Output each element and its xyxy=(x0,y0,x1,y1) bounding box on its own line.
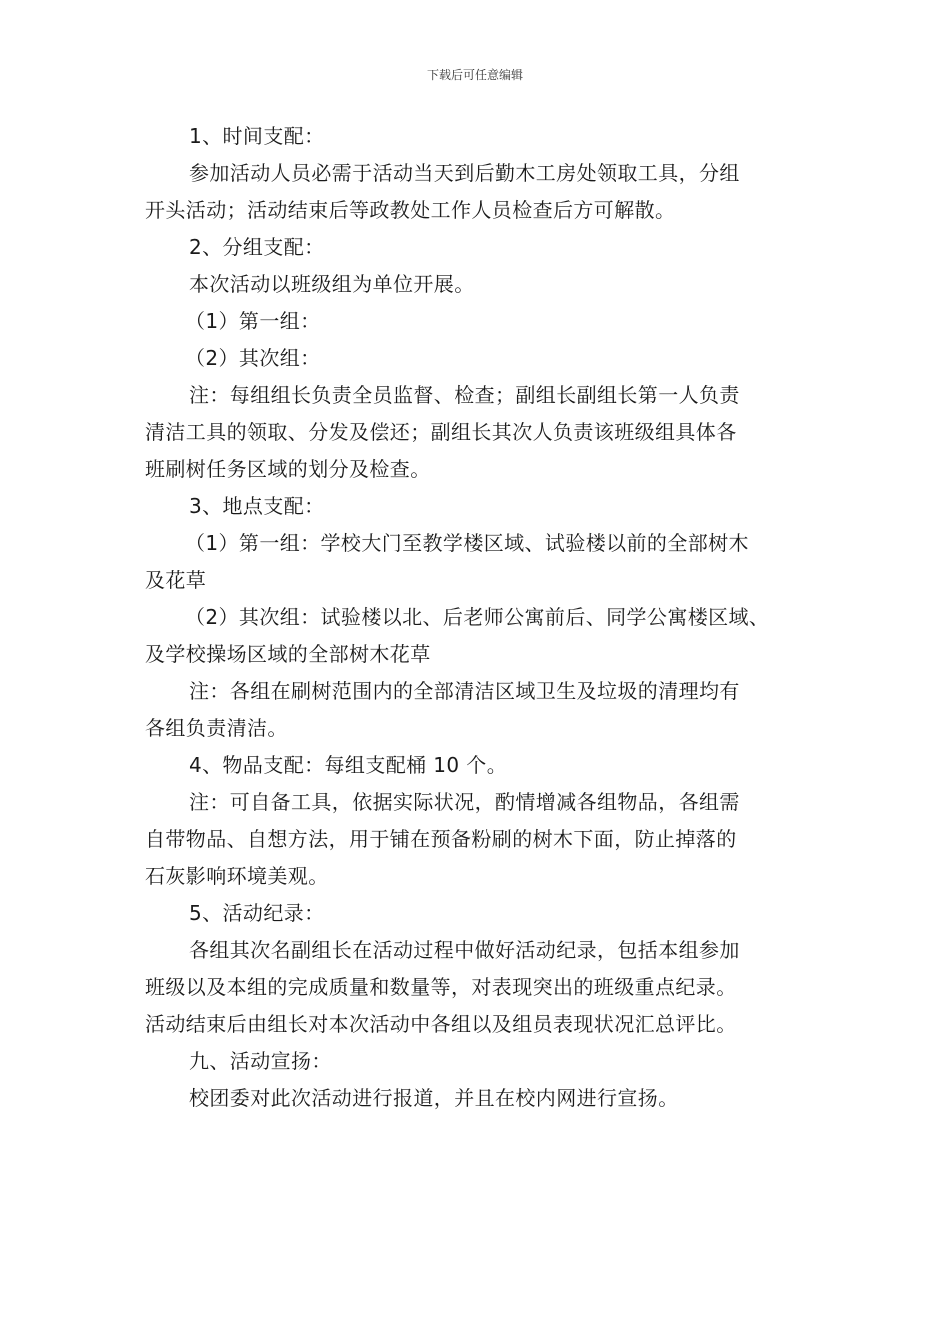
paragraph-line: 参加活动人员必需于活动当天到后勤木工房处领取工具，分组 xyxy=(189,161,740,185)
list-item: （1）第一组：学校大门至教学楼区域、试验楼以前的全部树木 xyxy=(185,531,749,555)
list-item-continuation: 及学校操场区域的全部树木花草 xyxy=(145,642,431,666)
paragraph-line: 活动结束后由组长对本次活动中各组以及组员表现状况汇总评比。 xyxy=(145,1012,737,1036)
paragraph-line: 本次活动以班级组为单位开展。 xyxy=(189,272,475,296)
paragraph-line: 各组其次名副组长在活动过程中做好活动纪录，包括本组参加 xyxy=(189,938,740,962)
document-body xyxy=(145,118,825,1117)
paragraph-line: 校团委对此次活动进行报道，并且在校内网进行宣扬。 xyxy=(189,1086,679,1110)
note-line: 注：可自备工具，依据实际状况，酌情增减各组物品，各组需 xyxy=(189,790,740,814)
list-item-continuation: 及花草 xyxy=(145,568,207,592)
section-heading-grouping: 2、分组支配： xyxy=(189,235,325,259)
paragraph-line: 班级以及本组的完成质量和数量等，对表现突出的班级重点纪录。 xyxy=(145,975,737,999)
section-heading-supplies: 4、物品支配：每组支配桶 10 个。 xyxy=(189,753,508,777)
section-heading-time: 1、时间支配： xyxy=(189,124,325,148)
paragraph-line: 开头活动；活动结束后等政教处工作人员检查后方可解散。 xyxy=(145,198,676,222)
note-line: 石灰影响环境美观。 xyxy=(145,864,329,888)
note-line: 注：每组组长负责全员监督、检查；副组长副组长第一人负责 xyxy=(189,383,740,407)
note-line: 清洁工具的领取、分发及偿还；副组长其次人负责该班级组具体各 xyxy=(145,420,737,444)
note-line: 注：各组在刷树范围内的全部清洁区域卫生及垃圾的清理均有 xyxy=(189,679,740,703)
section-heading-publicity: 九、活动宣扬： xyxy=(189,1049,332,1073)
list-item: （2）其次组： xyxy=(185,346,321,370)
note-line: 自带物品、自想方法，用于铺在预备粉刷的树木下面，防止掉落的 xyxy=(145,827,737,851)
section-heading-location: 3、地点支配： xyxy=(189,494,325,518)
list-item: （1）第一组： xyxy=(185,309,321,333)
note-line: 班刷树任务区域的划分及检查。 xyxy=(145,457,431,481)
list-item: （2）其次组：试验楼以北、后老师公寓前后、同学公寓楼区域、 xyxy=(185,605,770,629)
section-heading-records: 5、活动纪录： xyxy=(189,901,325,925)
note-line: 各组负责清洁。 xyxy=(145,716,288,740)
page-header: 下载后可任意编辑 xyxy=(426,68,523,82)
